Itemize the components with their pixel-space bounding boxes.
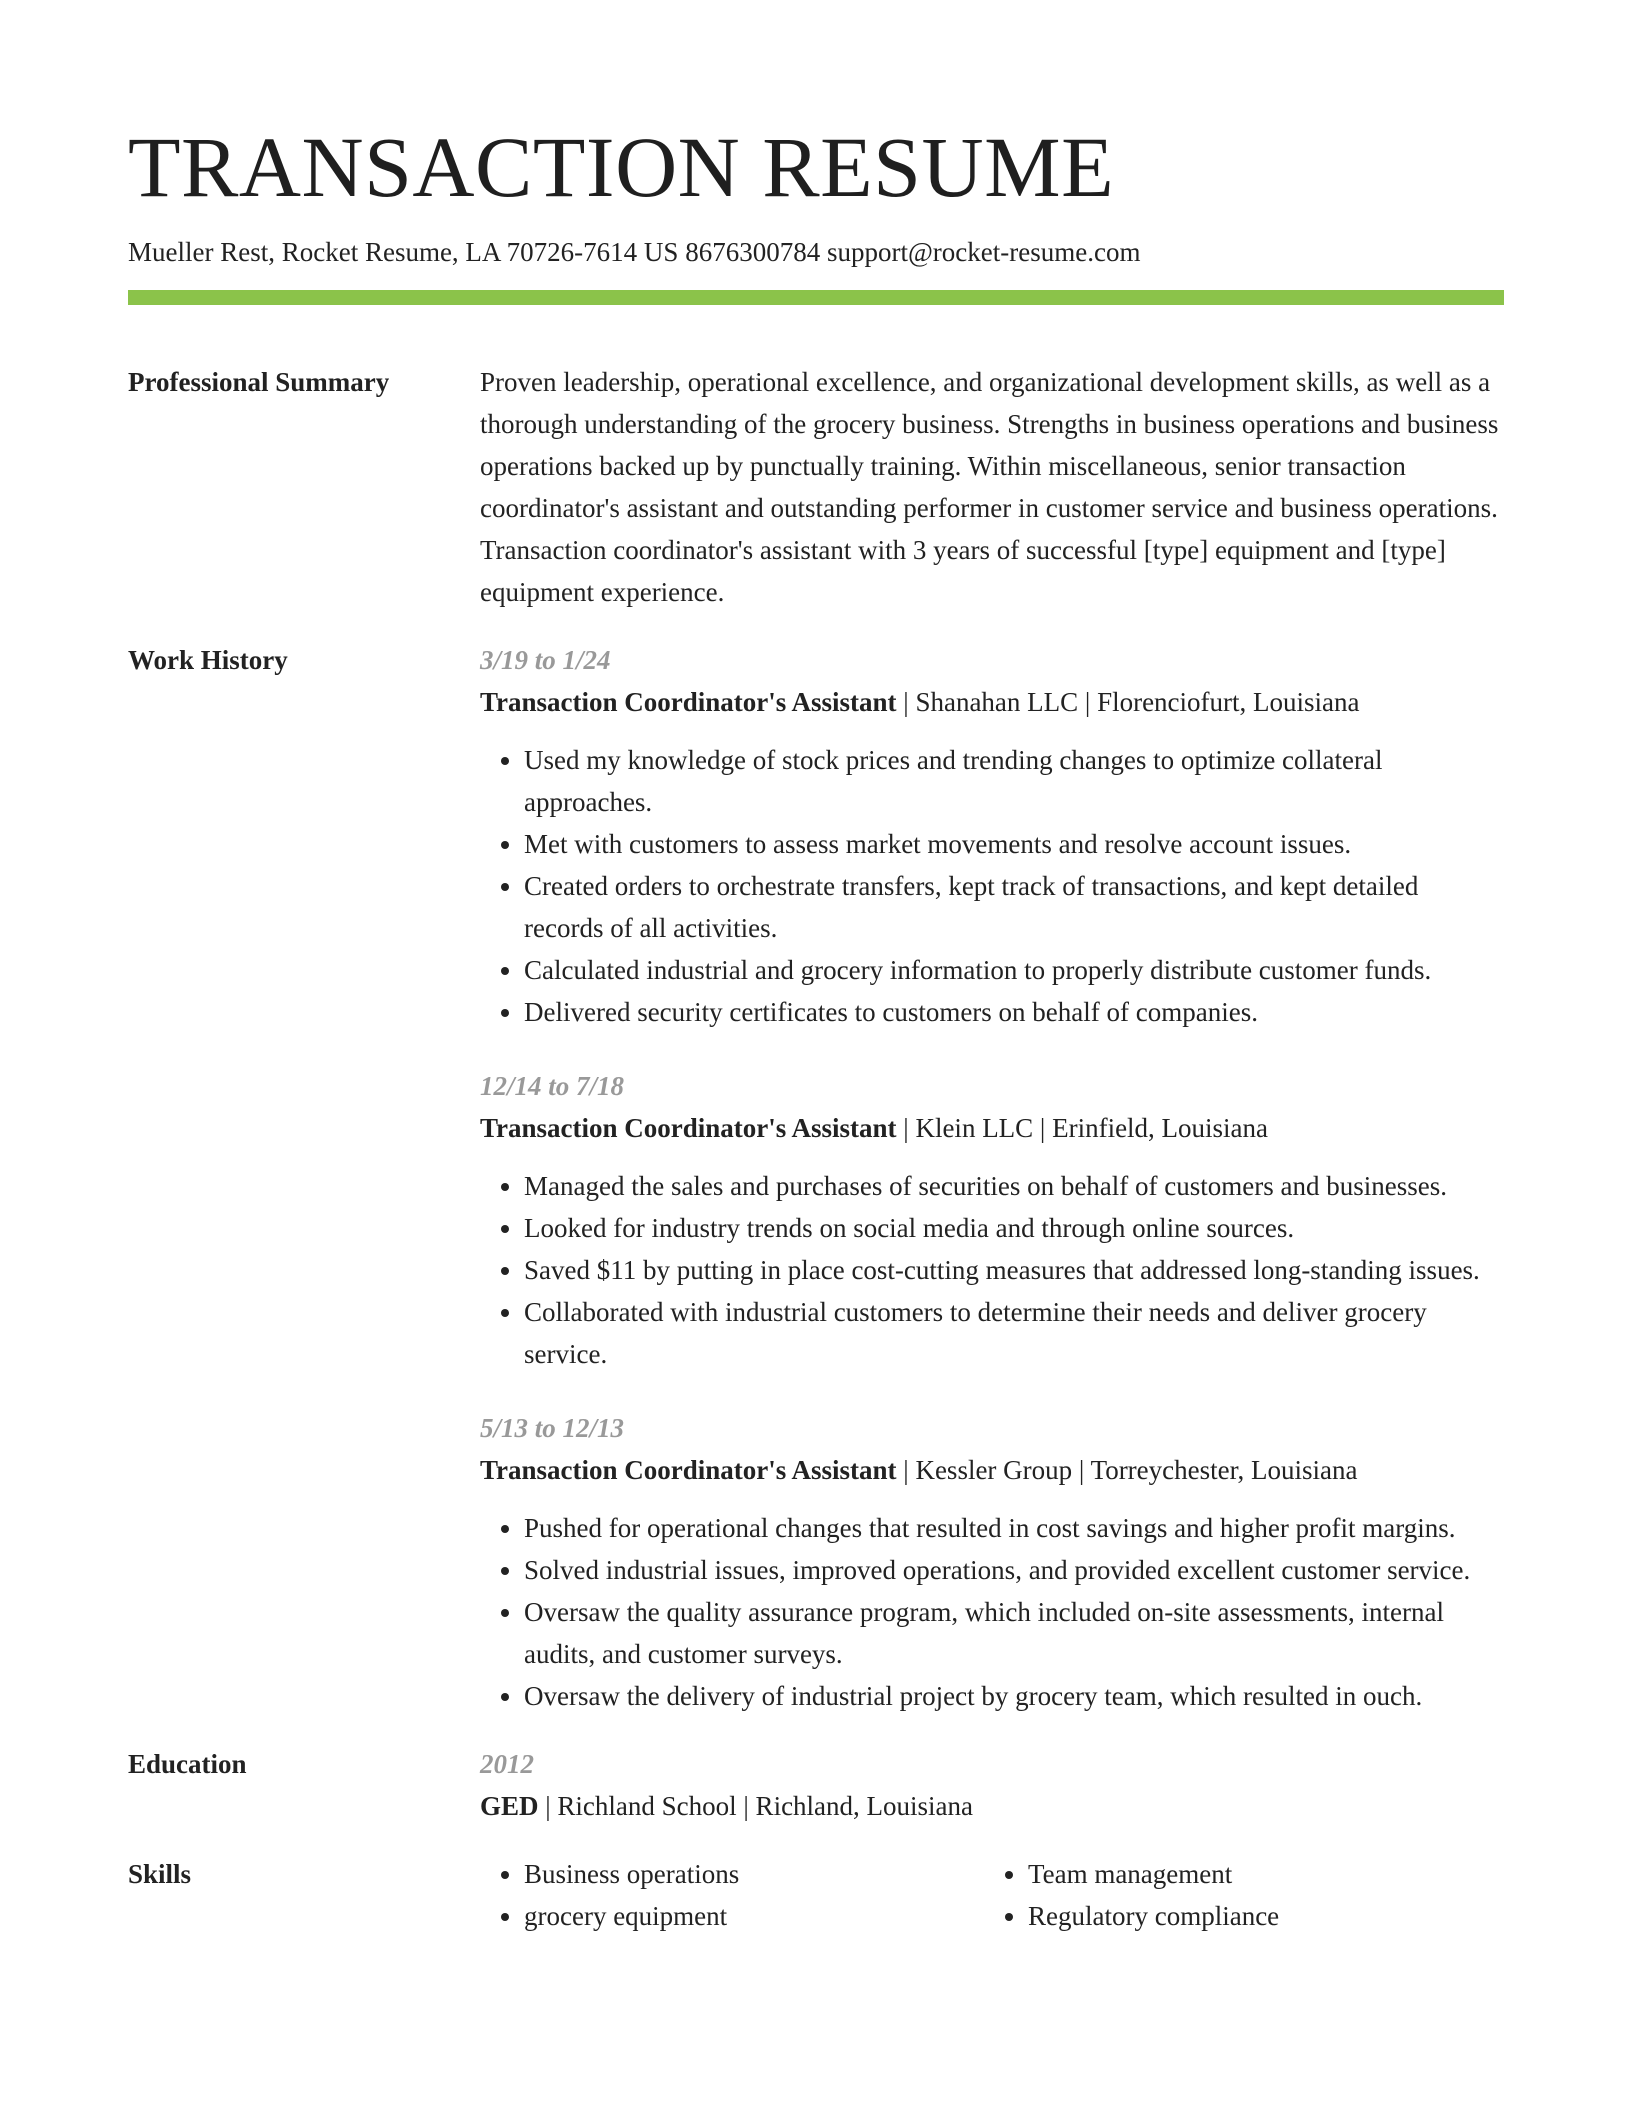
resume-page [128, 119, 1504, 1937]
job-employer-location: | Kessler Group | Torreychester, Louisiana [896, 1455, 1358, 1486]
education-degree: GED [480, 1791, 539, 1822]
skill-item: • Team management [1028, 1853, 1279, 1895]
education-school-location: | Richland School | Richland, Louisiana [538, 1791, 974, 1822]
duty-item: • Met with customers to assess market movements and resolve account issues. [524, 823, 1504, 865]
job-heading [480, 1449, 1504, 1491]
skill-item: • Business operations [524, 1853, 984, 1895]
job-dates: 5/13 to 12/13 [480, 1413, 625, 1444]
resume-title: TRANSACTION RESUME [128, 119, 1115, 215]
duty-item: • Looked for industry trends on social media and through online sources. [524, 1207, 1504, 1249]
section-label: Education [128, 1749, 247, 1780]
duty-item: • Delivered security certificates to customers on behalf of companies. [524, 991, 1504, 1033]
duty-item: • Solved industrial issues, improved operations, and provided excellent customer service. [524, 1549, 1504, 1591]
duty-item: • Oversaw the quality assurance program, which included on-site assessments, internal audits, and customer surveys. [524, 1591, 1504, 1675]
section-label: Professional Summary [128, 367, 390, 398]
job-title: Transaction Coordinator's Assistant [480, 687, 897, 718]
duty-item: • Calculated industrial and grocery information to properly distribute customer funds. [524, 949, 1504, 991]
work-history-section [128, 639, 1504, 1717]
duty-item: • Oversaw the delivery of industrial project by grocery team, which resulted in ouch. [524, 1675, 1504, 1717]
duty-item: • Saved $11 by putting in place cost-cutting measures that addressed long-standing issues. [524, 1249, 1504, 1291]
job-heading [480, 681, 1504, 723]
job-duties [480, 739, 1504, 1033]
skill-item: • grocery equipment [524, 1895, 984, 1937]
contact-info: Mueller Rest, Rocket Resume, LA 70726-7614 US 8676300784 support@rocket-resume.com [128, 237, 1141, 267]
job-title: Transaction Coordinator's Assistant [480, 1455, 897, 1486]
job-employer-location: | Klein LLC | Erinfield, Louisiana [896, 1113, 1269, 1144]
section-label: Skills [128, 1859, 192, 1890]
duty-item: • Collaborated with industrial customers to determine their needs and deliver grocery service. [524, 1291, 1504, 1375]
job-entry [480, 1065, 1504, 1375]
job-title: Transaction Coordinator's Assistant [480, 1113, 897, 1144]
job-employer-location: | Shanahan LLC | Florenciofurt, Louisiana [896, 687, 1360, 718]
skills-list-left [480, 1853, 984, 1937]
summary-text: Proven leadership, operational excellence, and organizational development skills, as well as a thorough understanding of the grocery business. Strengths in business operations and business operations backed up by punctually training. Within miscellaneous, senior transaction coordinator's assistant and outstanding performer in customer service and business operations. Transaction coordinator's assistant with 3 years of successful [type] equipment and [type] equipment experience. [480, 367, 1499, 608]
skills-list-right [984, 1853, 1279, 1937]
section-label: Work History [128, 645, 288, 676]
job-duties [480, 1165, 1504, 1375]
professional-summary-section [128, 361, 1504, 613]
job-dates: 3/19 to 1/24 [480, 645, 611, 676]
duty-item: • Created orders to orchestrate transfers, kept track of transactions, and kept detailed records of all activities. [524, 865, 1504, 949]
job-heading [480, 1107, 1504, 1149]
job-duties [480, 1507, 1504, 1717]
duty-item: • Managed the sales and purchases of securities on behalf of customers and businesses. [524, 1165, 1504, 1207]
education-heading [480, 1785, 1504, 1827]
skill-item: • Regulatory compliance [1028, 1895, 1279, 1937]
skills-section [128, 1853, 1504, 1937]
job-entry [480, 1407, 1504, 1717]
job-dates: 12/14 to 7/18 [480, 1071, 625, 1102]
duty-item: • Pushed for operational changes that resulted in cost savings and higher profit margins. [524, 1507, 1504, 1549]
duty-item: • Used my knowledge of stock prices and trending changes to optimize collateral approaches. [524, 739, 1504, 823]
header-divider [128, 290, 1504, 305]
education-year: 2012 [480, 1749, 534, 1780]
job-entry [480, 639, 1504, 1033]
education-section [128, 1743, 1504, 1827]
